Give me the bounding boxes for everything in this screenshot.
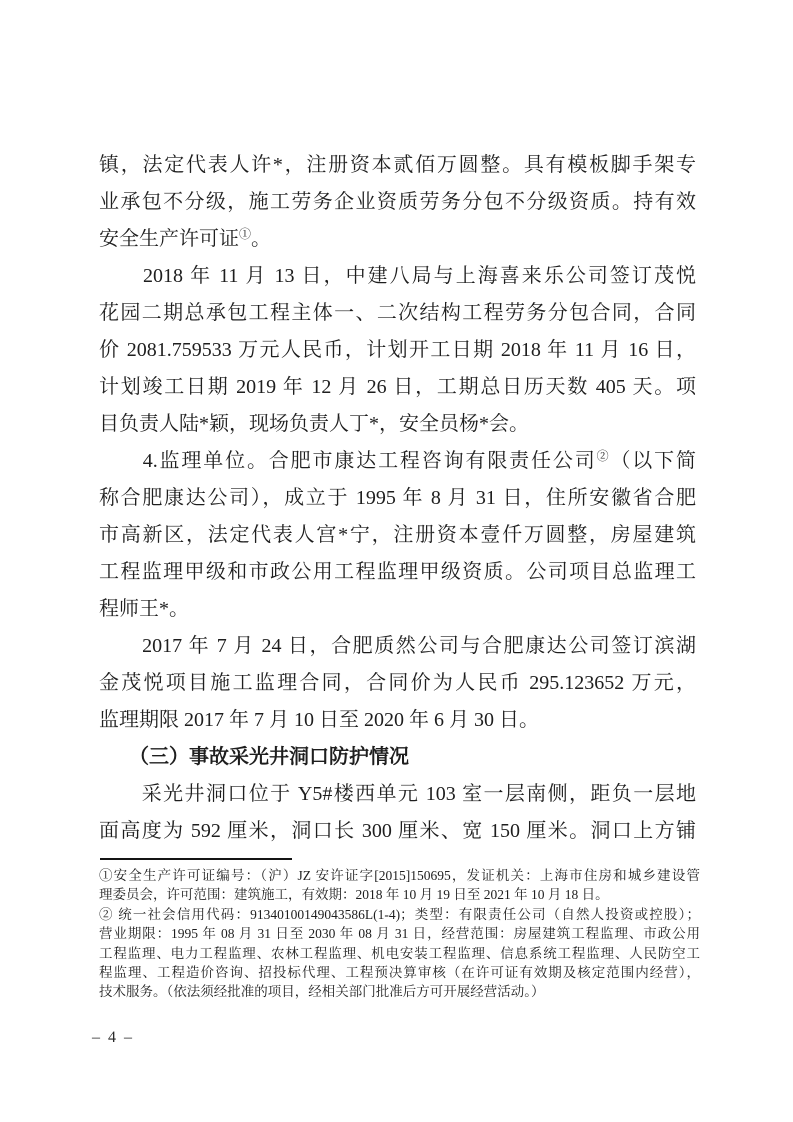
text-line: 市高新区，法定代表人宫*宁，注册资本壹仟万圆整，房屋建筑: [99, 524, 696, 546]
text-line: 2018 年 11 月 13 日，中建八局与上海喜来乐公司签订茂悦: [99, 265, 696, 287]
text-line: 面高度为 592 厘米，洞口长 300 厘米、宽 150 厘米。洞口上方铺: [99, 820, 696, 842]
text-line: 监理期限 2017 年 7 月 10 日至 2020 年 6 月 30 日。: [99, 709, 539, 731]
footnote-ref: ①: [239, 227, 252, 241]
text-line: 金茂悦项目施工监理合同，合同价为人民币 295.123652 万元，: [99, 672, 696, 694]
text-line: 目负责人陆*颖，现场负责人丁*，安全员杨*会。: [99, 413, 529, 435]
page-number: – 4 –: [92, 1029, 134, 1046]
footnote-line: 技术服务。（依法须经批准的项目，经相关部门批准后方可开展经营活动。）: [99, 984, 545, 1000]
footnote-line: ①安全生产许可证编号：（沪）JZ 安许证字[2015]150695，发证机关：上海市住房和城乡建设管: [99, 868, 700, 883]
text-line: 2017 年 7 月 24 日，合肥质然公司与合肥康达公司签订滨湖: [99, 635, 696, 657]
text-line: 花园二期总承包工程主体一、二次结构工程劳务分包合同，合同: [99, 302, 696, 324]
section-heading: （三）事故采光井洞口防护情况: [99, 746, 409, 768]
text-line: 4.监理单位。合肥市康达工程咨询有限责任公司②（以下简: [99, 449, 697, 472]
text-line: 计划竣工日期 2019 年 12 月 26 日，工期总日历天数 405 天。项: [99, 376, 696, 398]
document-body: [99, 147, 696, 850]
text-line: 工程监理甲级和市政公用工程监理甲级资质。公司项目总监理工: [99, 561, 696, 583]
footnote-line: 程监理、工程造价咨询、招投标代理、工程预决算审核（在许可证有效期及核定范围内经营），: [99, 964, 700, 980]
text-line: 采光井洞口位于 Y5#楼西单元 103 室一层南侧，距负一层地: [99, 783, 696, 805]
footnote-line: 理委员会，许可范围：建筑施工，有效期：2018 年 10 月 19 日至 2021 年 10 月 18 日。: [99, 887, 609, 903]
footnote-line: ② 统一社会信用代码：91340100149043586L(1-4)；类型：有限责任公司（自然人投资或控股）；: [99, 906, 700, 922]
text-line: 价 2081.759533 万元人民币，计划开工日期 2018 年 11 月 16 日，: [99, 339, 696, 361]
text-line: 业承包不分级，施工劳务企业资质劳务分包不分级资质。持有效: [99, 191, 696, 213]
text-line: 称合肥康达公司），成立于 1995 年 8 月 31 日，住所安徽省合肥: [99, 487, 696, 509]
footnotes: [99, 866, 700, 1002]
footnote-separator: [100, 858, 292, 860]
footnote-line: 营业期限：1995 年 08 月 31 日至 2030 年 08 月 31 日，经营范围：房屋建筑工程监理、市政公用: [99, 926, 700, 942]
footnote-line: 工程监理、电力工程监理、农林工程监理、机电安装工程监理、信息系统工程监理、人民防空工: [99, 945, 700, 961]
text-line: 安全生产许可证①。: [99, 227, 272, 250]
text-line: 程师王*。: [99, 598, 189, 620]
footnote-ref: ②: [596, 449, 611, 463]
text-line: 镇，法定代表人许*，注册资本贰佰万圆整。具有模板脚手架专: [99, 154, 696, 176]
